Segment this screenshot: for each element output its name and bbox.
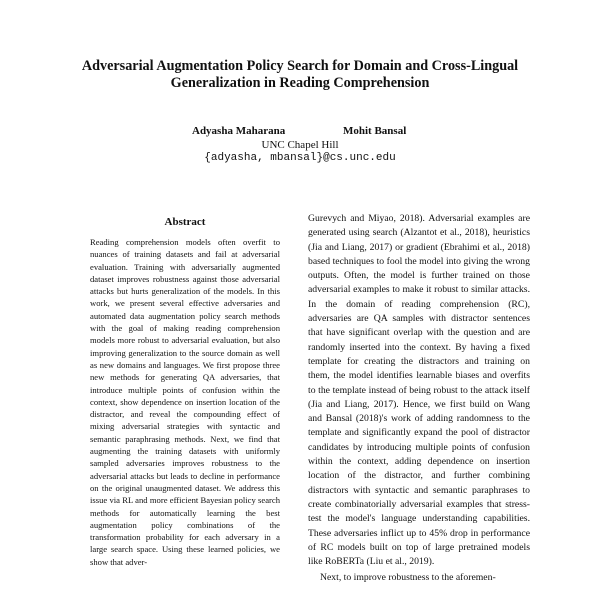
abstract-text: Reading comprehension models often overfit to nuances of training datasets and fail at adversarial evaluation. Training with adversarially augmented dataset improves robustness against those adversarial attacks but hurts generalization of the models. In this work, we present several effective adversaries and automated data augmentation policy search methods with the goal of making reading comprehension models more robust to adversarial evaluation, but also improving generalization to the source domain as well as new domains and languages. We first propose three new methods for generating QA adversaries, that introduce multiple points of confusion within the context, show dependence on insertion location of the distractor, and reveal the compounding effect of mixing adversarial strategies with syntactic and semantic paraphrasing methods. Next, we find that augmenting the training datasets with uniformly sampled adversaries improves robustness to the adversarial attacks but leads to decline in performance on the original unaugmented dataset. We address this issue via RL and more efficient Bayesian policy search methods for automatically learning the best augmentation policy combinations of the transformation probability for each adversary in a large search space. Using these learned policies, we show that adver- [90, 237, 280, 567]
abstract-heading: Abstract [164, 216, 206, 228]
body-column [308, 212, 530, 586]
body-paragraph: Gurevych and Miyao, 2018). Adversarial examples are generated using search (Alzantot et al., 2018), heuristics (Jia and Liang, 2017) or gradient (Ebrahimi et al., 2018) based techniques to fool the model into giving the wrong outputs. Often, the model is further trained on those adversarial examples to make it robust to similar attacks. In the domain of reading comprehension (RC), adversaries are QA samples with distractor sentences that have significant overlap with the question and are randomly inserted into the context. By having a fixed template for creating the distractors and training on them, the model identifies learnable biases and overfits to the template instead of being robust to the attack itself (Jia and Liang, 2017). Hence, we first build on Wang and Bansal (2018)'s work of adding randomness to the template and significantly expand the pool of distractor candidates by introducing multiple points of confusion within the context, adding dependence on insertion location of the distractor, and further combining distractors with syntactic and semantic paraphrases to create combinatorially adversarial examples that stress-test the model's language understanding capabilities. These adversaries inflict up to 45% drop in performance of RC models built on top of large pretrained models like RoBERTa (Liu et al., 2019). [308, 213, 530, 568]
author-name: Mohit Bansal [343, 125, 407, 137]
body-paragraph: Next, to improve robustness to the aforemen- [320, 572, 496, 584]
author-email: {adyasha, mbansal}@cs.unc.edu [204, 152, 396, 164]
affiliation: UNC Chapel Hill [261, 139, 339, 151]
author-name: Adyasha Maharana [192, 125, 286, 137]
paper-title: Adversarial Augmentation Policy Search for Domain and Cross-Lingual Generalization in Reading Comprehension [81, 58, 519, 91]
